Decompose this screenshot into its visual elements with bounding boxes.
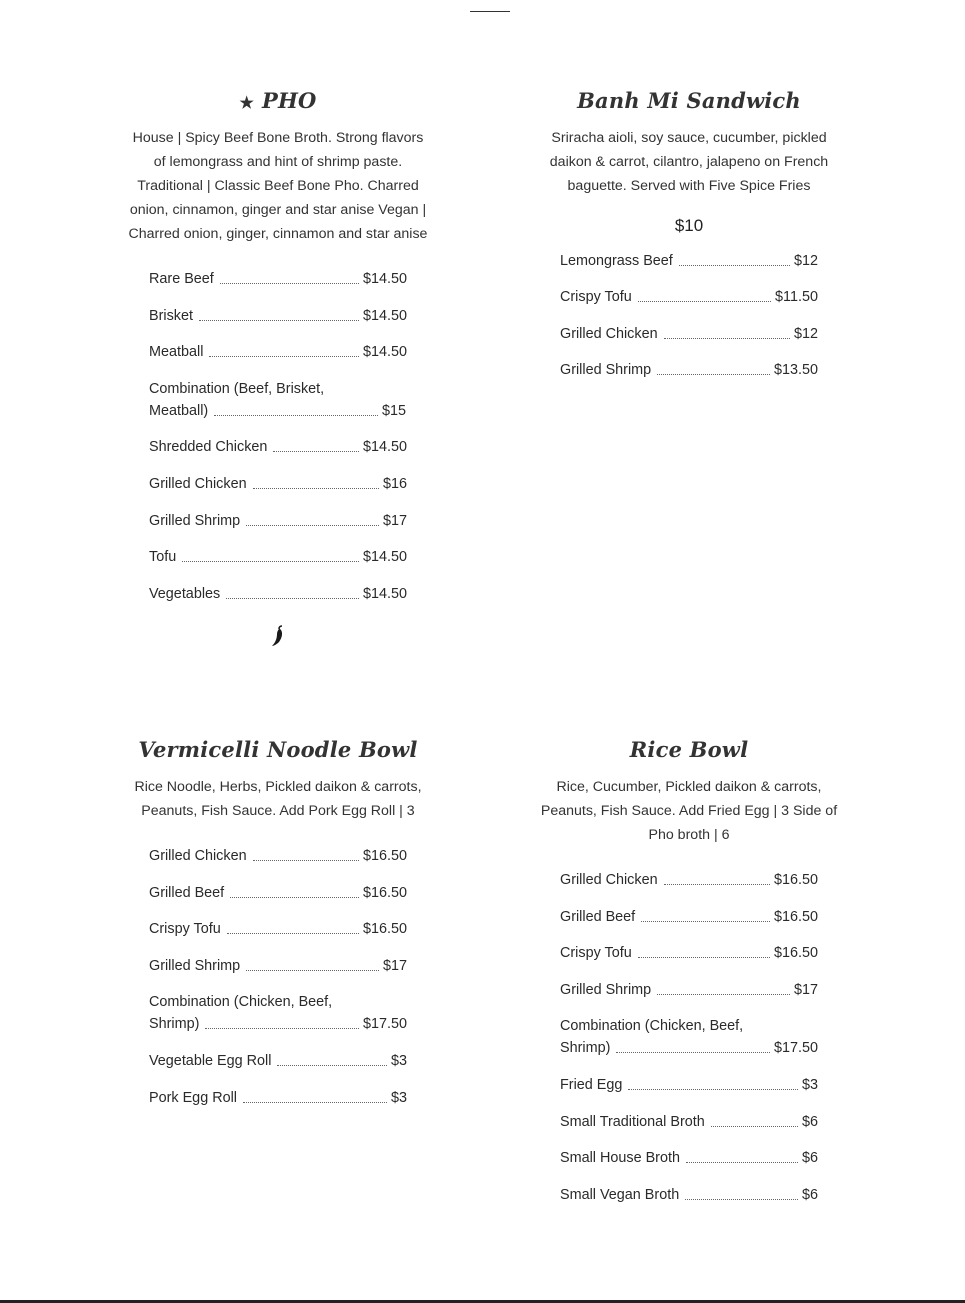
pho-section <box>128 88 428 649</box>
menu-item: Meatball $14.50 <box>149 344 407 361</box>
menu-item: Combination (Beef, Brisket, Meatball) $15 <box>149 380 406 419</box>
vermicelli-description: Rice Noodle, Herbs, Pickled daikon & carrots, Peanuts, Fish Sauce. Add Pork Egg Roll | 3 <box>134 779 422 819</box>
rice-bowl-section <box>539 737 839 1206</box>
rice-bowl-title: Rice Bowl <box>629 737 749 762</box>
menu-item: Brisket $14.50 <box>149 307 407 324</box>
rice-bowl-description: Rice, Cucumber, Pickled daikon & carrots, Peanuts, Fish Sauce. Add Fried Egg | 3 Side of Pho broth | 6 <box>540 779 838 843</box>
pho-title: ★ PHO <box>239 88 317 113</box>
menu-item: Grilled Shrimp $17 <box>149 512 407 529</box>
menu-item: Grilled Chicken $16.50 <box>149 848 407 864</box>
menu-item: Vegetable Egg Roll $3 <box>149 1052 407 1069</box>
rice-bowl-item-list <box>539 869 839 1206</box>
menu-item: Grilled Beef $16.50 <box>560 908 818 925</box>
banh-mi-base-price: $10 <box>674 216 704 235</box>
menu-item: Grilled Beef $16.50 <box>149 884 407 901</box>
banh-mi-section <box>539 88 839 381</box>
pho-item-list <box>128 268 428 605</box>
vermicelli-title: Vermicelli Noodle Bowl <box>138 737 418 762</box>
menu-item: Grilled Chicken $16.50 <box>560 872 818 888</box>
menu-item: Grilled Chicken $16 <box>149 475 407 492</box>
menu-item: Crispy Tofu $11.50 <box>560 289 818 306</box>
vermicelli-section <box>128 737 428 1109</box>
menu-item: Small Traditional Broth $6 <box>560 1113 818 1130</box>
banh-mi-item-list <box>539 250 839 382</box>
menu-item: Pork Egg Roll $3 <box>149 1089 407 1106</box>
menu-item: Fried Egg $3 <box>560 1076 818 1093</box>
star-icon: ★ <box>239 93 254 112</box>
vermicelli-item-list <box>128 845 428 1109</box>
top-divider <box>470 11 510 12</box>
menu-item: Lemongrass Beef $12 <box>560 252 818 269</box>
banh-mi-description: Sriracha aioli, soy sauce, cucumber, pickled daikon & carrot, cilantro, jalapeno on French baguette. Served with Five Spice Fries <box>549 130 829 194</box>
menu-item: Shredded Chicken $14.50 <box>149 439 407 456</box>
menu-item: Vegetables $14.50 <box>149 585 407 602</box>
menu-item: Grilled Chicken $12 <box>560 325 818 342</box>
menu-item: Grilled Shrimp $17 <box>560 981 818 998</box>
menu-item: Crispy Tofu $16.50 <box>149 921 407 938</box>
menu-item: Rare Beef $14.50 <box>149 271 407 287</box>
menu-item: Combination (Chicken, Beef, Shrimp) $17.50 <box>560 1018 818 1057</box>
banh-mi-title: Banh Mi Sandwich <box>577 88 801 113</box>
chili-pepper-icon <box>128 625 428 649</box>
menu-item: Grilled Shrimp $13.50 <box>560 362 818 379</box>
menu-item: Grilled Shrimp $17 <box>149 957 407 974</box>
pho-description: House | Spicy Beef Bone Broth. Strong flavors of lemongrass and hint of shrimp paste. Traditional | Classic Beef Bone Pho. Charred onion, cinnamon, ginger and star anise Vegan | Charred onion, ginger, cinnamon and star anise <box>128 130 428 242</box>
menu-item: Small Vegan Broth $6 <box>560 1186 818 1203</box>
menu-item: Crispy Tofu $16.50 <box>560 945 818 962</box>
menu-item: Tofu $14.50 <box>149 549 407 566</box>
menu-item: Small House Broth $6 <box>560 1150 818 1167</box>
menu-item: Combination (Chicken, Beef, Shrimp) $17.50 <box>149 994 407 1033</box>
